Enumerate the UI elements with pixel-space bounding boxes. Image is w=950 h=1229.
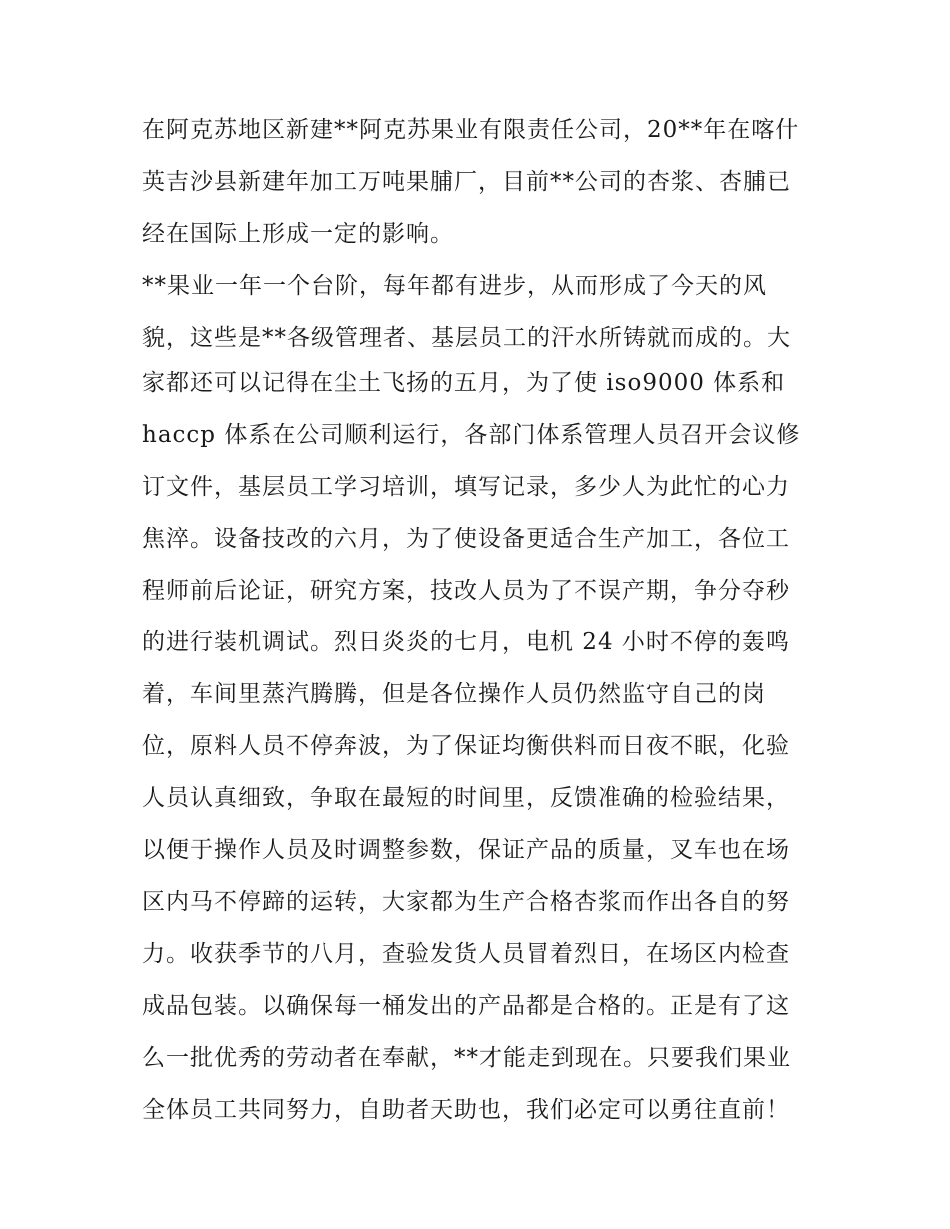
text-line: 的进行装机调试。烈日炎炎的七月，电机 24 小时不停的轰鸣 <box>142 629 790 655</box>
text-line: 经在国际上形成一定的影响。 <box>142 221 454 247</box>
text-line: **果业一年一个台阶，每年都有进步，从而形成了今天的风 <box>142 273 767 299</box>
text-line: 全体员工共同努力，自助者天助也，我们必定可以勇往直前！ <box>142 1097 790 1123</box>
text-line: 英吉沙县新建年加工万吨果脯厂，目前**公司的杏浆、杏脯已 <box>142 169 791 195</box>
text-line: haccp 体系在公司顺利运行，各部门体系管理人员召开会议修 <box>142 422 801 448</box>
text-line: 区内马不停蹄的运转，大家都为生产合格杏浆而作出各自的努 <box>142 889 790 915</box>
text-line: 貌，这些是**各级管理者、基层员工的汗水所铸就而成的。大 <box>142 325 791 351</box>
text-line: 位，原料人员不停奔波，为了保证均衡供料而日夜不眠，化验 <box>142 733 790 759</box>
text-line: 着，车间里蒸汽腾腾，但是各位操作人员仍然监守自己的岗 <box>142 681 766 707</box>
text-line: 么一批优秀的劳动者在奉献，**才能走到现在。只要我们果业 <box>142 1045 791 1071</box>
text-line: 程师前后论证，研究方案，技改人员为了不误产期，争分夺秒 <box>142 578 790 604</box>
text-line: 以便于操作人员及时调整参数，保证产品的质量，叉车也在场 <box>142 837 790 863</box>
text-line: 订文件，基层员工学习培训，填写记录，多少人为此忙的心力 <box>142 474 790 500</box>
text-line: 焦淬。设备技改的六月，为了使设备更适合生产加工，各位工 <box>142 526 790 552</box>
text-line: 力。收获季节的八月，查验发货人员冒着烈日，在场区内检查 <box>142 941 790 967</box>
text-line: 家都还可以记得在尘土飞扬的五月，为了使 iso9000 体系和 <box>142 370 786 396</box>
text-line: 在阿克苏地区新建**阿克苏果业有限责任公司，20**年在喀什 <box>142 117 800 143</box>
text-line: 成品包装。以确保每一桶发出的产品都是合格的。正是有了这 <box>142 993 790 1019</box>
text-line: 人员认真细致，争取在最短的时间里，反馈准确的检验结果， <box>142 785 790 811</box>
